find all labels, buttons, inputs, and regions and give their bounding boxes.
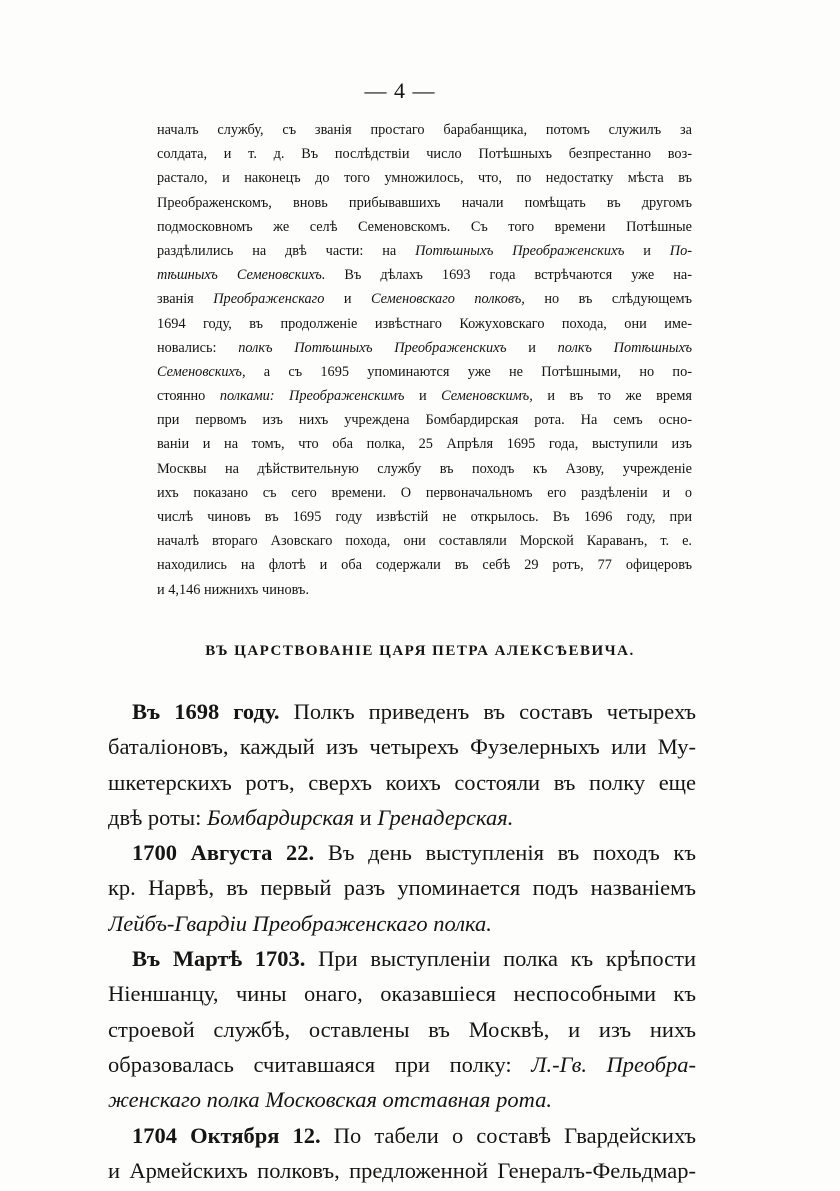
text-segment: Москвы на дѣйствительную службу въ походъ къ Азову, учрежденіе [157, 460, 692, 477]
emphasis-text: Потѣшныхъ Преображенскихъ [415, 242, 625, 259]
footnote-line [157, 166, 692, 190]
emphasis-text: Семеновскимъ, [441, 388, 533, 405]
text-line [108, 729, 696, 764]
footnote-line [157, 553, 692, 577]
text-segment: и [404, 388, 442, 405]
text-line [108, 906, 696, 941]
footnote-line [157, 142, 692, 166]
text-line [108, 976, 696, 1011]
emphasis-text: Преображенскаго [213, 291, 325, 308]
text-line [108, 1082, 696, 1117]
emphasis-text: полками: Преображенскимъ [219, 388, 405, 405]
text-segment: и [354, 804, 378, 830]
text-segment: Ніеншанцу, чины онаго, оказавшіеся неспособными къ [108, 981, 696, 1007]
text-segment: а съ 1695 упоминаются уже не Потѣшными, но по- [245, 363, 692, 380]
footnote-line [157, 432, 692, 456]
footnote-line [157, 239, 692, 263]
text-segment: солдата, и т. д. Въ послѣдствіи число Потѣшныхъ безпрестанно воз- [157, 146, 692, 163]
entry-date: Въ 1698 году. [132, 699, 280, 724]
text-segment: шкетерскихъ ротъ, сверхъ коихъ состояли въ полку еще [108, 769, 696, 795]
emphasis-text: Лейбъ-Гвардіи Преображенскаго полка. [108, 910, 492, 936]
text-line [108, 1012, 696, 1047]
text-line [108, 941, 696, 976]
text-segment: Въ день выступленія въ походъ къ [314, 840, 696, 866]
entry-date: 1704 Октября 12. [132, 1122, 321, 1148]
text-segment: двѣ роты: [108, 804, 207, 830]
footnote-line [157, 384, 692, 408]
text-segment: но въ слѣдующемъ [524, 291, 692, 308]
text-line [108, 765, 696, 800]
text-segment: и Армейскихъ полковъ, предложенной Генералъ-Фельдмар- [108, 1157, 696, 1183]
text-segment: числѣ чиновъ въ 1695 году извѣстій не открылось. Въ 1696 году, при [157, 509, 692, 525]
text-segment: По табели о составѣ Гвардейскихъ [320, 1122, 696, 1148]
footnote-line [157, 408, 692, 432]
footnote-line [157, 287, 692, 311]
text-segment: новались: [157, 339, 239, 356]
text-segment: званія [157, 291, 214, 308]
text-segment: и [506, 339, 558, 356]
text-segment: образовалась считавшаяся при полку: [108, 1051, 532, 1077]
text-segment: кр. Нарвѣ, въ первый разъ упоминается подъ названіемъ [108, 875, 696, 901]
emphasis-text: Семеновскихъ, [157, 363, 246, 380]
text-segment: Полкъ приведенъ въ составъ четырехъ [279, 699, 696, 724]
main-text-block [108, 694, 696, 1188]
text-segment: стоянно [157, 388, 220, 405]
text-segment: ихъ показано съ сего времени. О первоначальномъ его раздѣленіи и о [157, 484, 692, 501]
emphasis-text: Л.-Гв. Преобра- [531, 1051, 696, 1077]
footnote-line [157, 312, 692, 336]
footnote-line [157, 505, 692, 529]
text-segment: При выступленіи полка къ крѣпости [305, 946, 696, 972]
footnote-line [157, 481, 692, 505]
entry-date: 1700 Августа 22. [132, 840, 315, 866]
text-segment: подмосковномъ же селѣ Семеновскомъ. Съ того времени Потѣшные [157, 218, 692, 235]
footnote-line [157, 457, 692, 481]
text-line [108, 800, 696, 835]
footnote-line [157, 118, 692, 142]
text-segment: строевой службѣ, оставлены въ Москвѣ, и изъ нихъ [108, 1016, 696, 1042]
text-segment: Преображенскомъ, вновь прибывавшихъ начали помѣщать въ другомъ [157, 194, 692, 211]
footnote-text-block [157, 118, 692, 602]
text-segment: началъ службу, съ званія простаго барабанщика, потомъ служилъ за [157, 122, 692, 138]
text-line [108, 835, 696, 870]
text-segment: находились на флотѣ и оба содержали въ себѣ 29 ротъ, 77 офицеровъ [157, 557, 692, 574]
text-segment: началѣ втораго Азовскаго похода, они составляли Морской Караванъ, т. е. [157, 533, 692, 550]
emphasis-text: Гренадерская. [377, 804, 514, 830]
section-heading: ВЪ ЦАРСТВОВАНІЕ ЦАРЯ ПЕТРА АЛЕКСѢЕВИЧА. [205, 643, 635, 659]
footnote-line [157, 578, 692, 602]
text-segment: растало, и наконецъ до того умножилось, что, по недостатку мѣста въ [157, 170, 692, 187]
text-segment: и [324, 291, 372, 308]
text-segment: и [624, 242, 670, 259]
text-line [108, 1153, 696, 1188]
text-segment: и въ то же время [532, 388, 692, 405]
text-segment: раздѣлились на двѣ части: на [157, 242, 416, 259]
text-line [108, 1118, 696, 1153]
text-segment: 1694 году, въ продолженіе извѣстнаго Кожуховскаго похода, они име- [157, 315, 692, 332]
emphasis-text: тѣшныхъ Семеновскихъ. [157, 267, 326, 284]
emphasis-text: Бомбардирская [206, 804, 355, 830]
emphasis-text: полкъ Потѣшныхъ Преображенскихъ [238, 339, 507, 356]
text-segment: и 4,146 нижнихъ чиновъ. [157, 581, 310, 598]
page-number: — 4 — [364, 78, 436, 103]
footnote-line [157, 215, 692, 239]
emphasis-text: Семеновскаго полковъ, [371, 291, 525, 308]
emphasis-text: женскаго полка Московская отставная рота. [108, 1087, 552, 1113]
text-line [108, 870, 696, 905]
text-segment: ваніи и на томъ, что оба полка, 25 Апрѣля 1695 года, выступили изъ [157, 436, 692, 453]
text-line [108, 1047, 696, 1082]
text-line [108, 694, 696, 729]
footnote-line [157, 360, 692, 384]
footnote-line [157, 529, 692, 553]
emphasis-text: По- [669, 242, 692, 259]
entry-date: Въ Мартѣ 1703. [132, 946, 306, 972]
text-segment: баталіоновъ, каждый изъ четырехъ Фузелерныхъ или Му- [108, 734, 696, 760]
text-segment: при первомъ изъ нихъ учреждена Бомбардирская рота. На семъ осно- [157, 412, 692, 429]
footnote-line [157, 336, 692, 360]
footnote-line [157, 191, 692, 215]
footnote-line [157, 263, 692, 287]
text-segment: Въ дѣлахъ 1693 года встрѣчаются уже на- [325, 267, 692, 284]
emphasis-text: полкъ Потѣшныхъ [557, 339, 692, 356]
